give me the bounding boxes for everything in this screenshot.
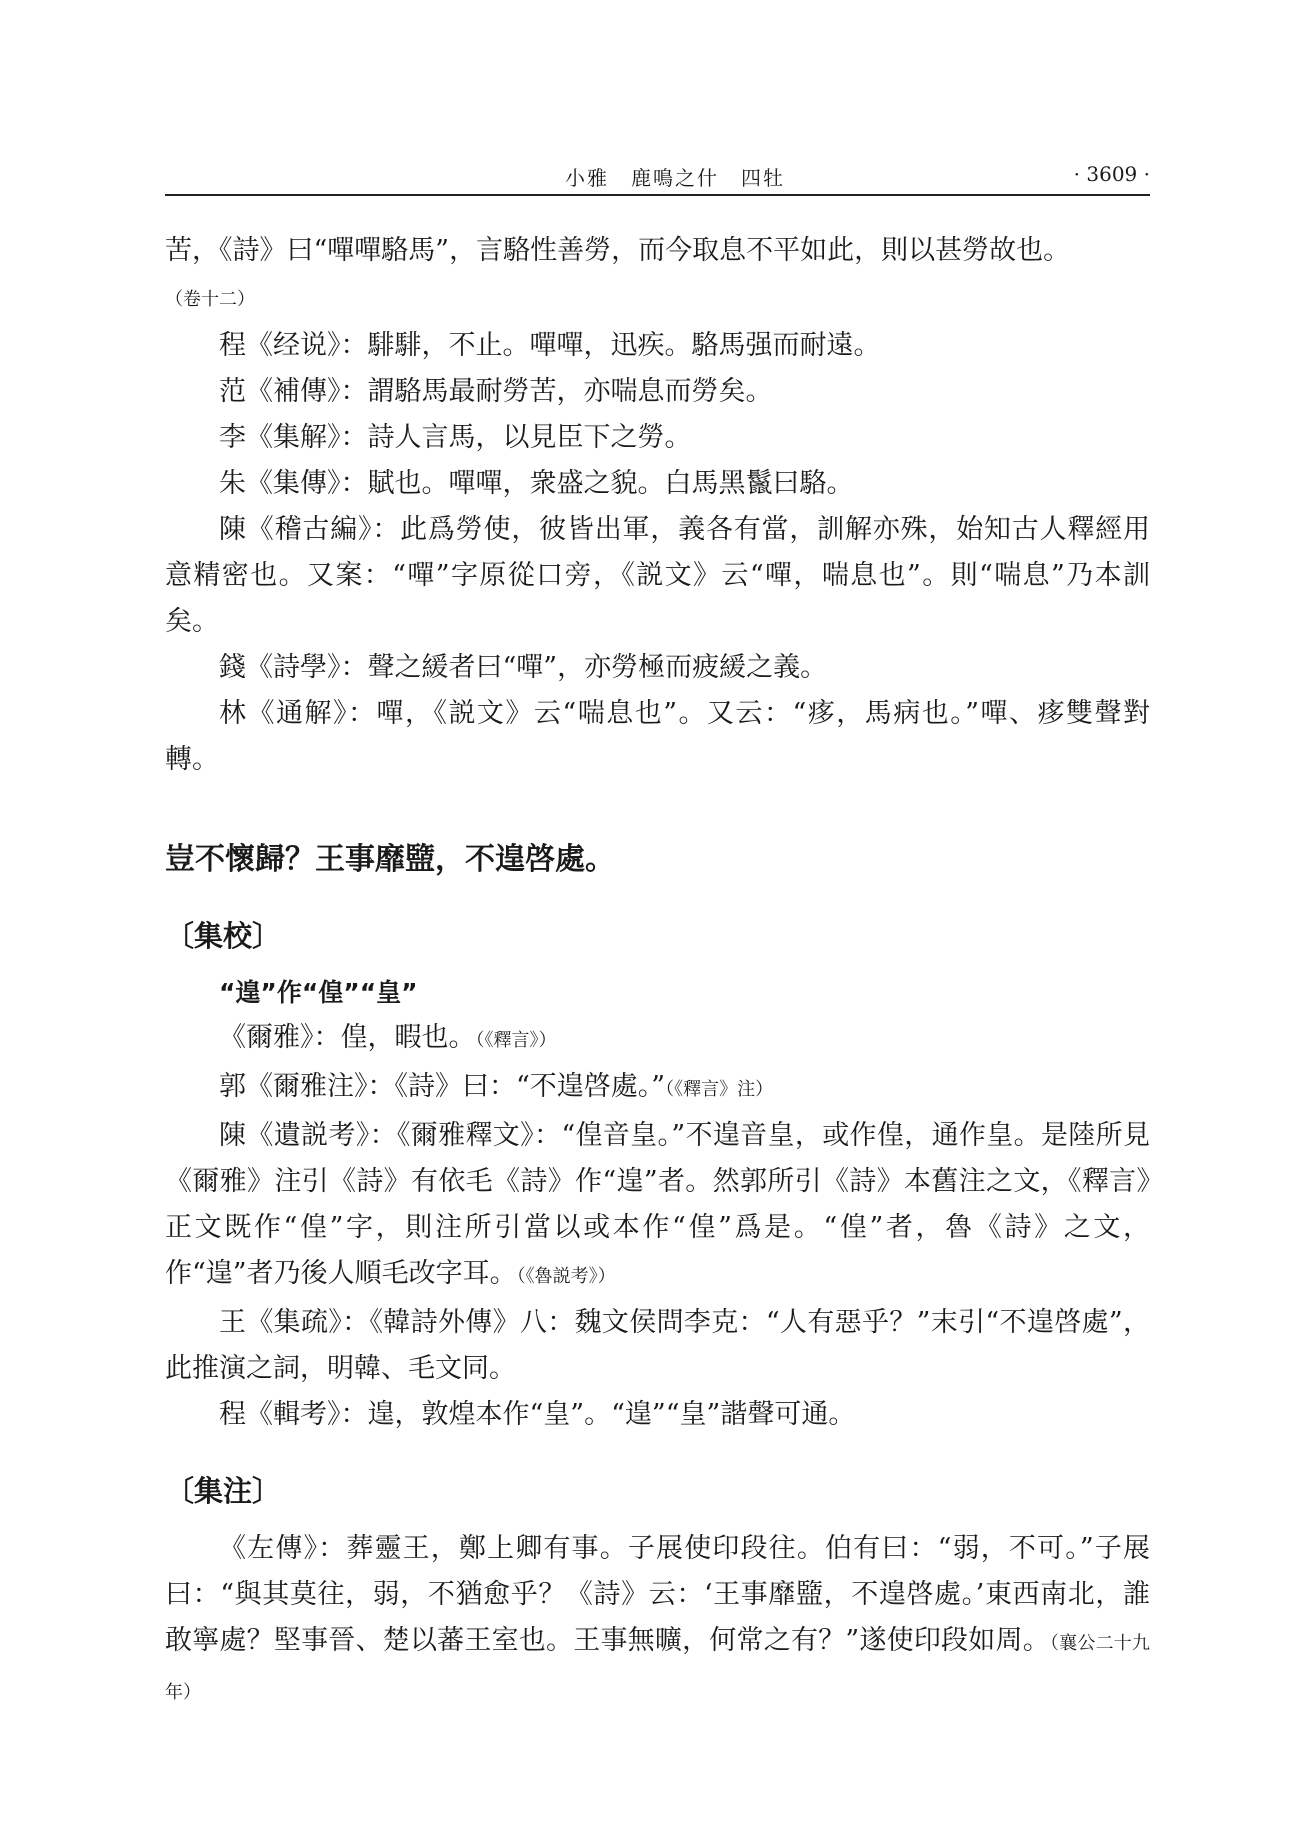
source-note: （襄公二十九年） xyxy=(165,1633,1150,1703)
commentary-paragraph: 林《通解》：嘽，《説文》云“喘息也”。又云：“痑，馬病也。”嘽、痑雙聲對轉。 xyxy=(165,698,1150,775)
paragraph-text: 《爾雅》：偟，暇也。 xyxy=(219,1022,476,1053)
commentary-paragraph: 朱《集傳》：賦也。嘽嘽，衆盛之貌。白馬黑鬣曰駱。 xyxy=(219,468,854,499)
body-text xyxy=(165,228,1150,1716)
paragraph-text: 郭《爾雅注》：《詩》曰：“不遑啓處。” xyxy=(219,1071,666,1102)
verse-line: 豈不懷歸？王事靡盬，不遑啓處。 xyxy=(165,842,615,877)
running-header xyxy=(165,160,1150,196)
paragraph-text: 苦，《詩》曰“嘽嘽駱馬”，言駱性善勞，而今取息不平如此，則以甚勞故也。 xyxy=(165,235,1071,266)
variant-subheading: “遑”作“偟”“皇” xyxy=(219,978,418,1007)
commentary-paragraph: 李《集解》：詩人言馬，以見臣下之勞。 xyxy=(219,422,692,453)
commentary-paragraph: 范《補傳》：謂駱馬最耐勞苦，亦喘息而勞矣。 xyxy=(219,376,773,407)
commentary-paragraph: 陳《稽古編》：此爲勞使，彼皆出軍，義各有當，訓解亦殊，始知古人釋經用意精密也。又案：“嘽”字原從口旁，《説文》云“嘽，喘息也”。則“喘息”乃本訓矣。 xyxy=(165,514,1150,637)
paragraph-text: 陳《遺説考》：《爾雅釋文》：“偟音皇。”不遑音皇，或作偟，通作皇。是陸所見《爾雅》注引《詩》有依毛《詩》作“遑”者。然郭所引《詩》本舊注之文，《釋言》正文既作“偟”字，則注所引當以或本作“偟”爲是。“偟”者，魯《詩》之文，作“遑”者乃後人順毛改字耳。 xyxy=(165,1120,1150,1289)
commentary-paragraph xyxy=(165,1526,1150,1716)
commentary-paragraph xyxy=(165,1113,1150,1300)
continued-paragraph xyxy=(165,228,1150,323)
source-note: （《魯説考》） xyxy=(516,1266,616,1287)
section-heading-jizhu: 〔集注〕 xyxy=(165,1474,282,1508)
commentary-paragraph: 程《经说》：騑騑，不止。嘽嘽，迅疾。駱馬强而耐遠。 xyxy=(219,330,881,361)
commentary-paragraph: 王《集疏》：《韓詩外傳》八：魏文侯問李克：“人有惡乎？”末引“不遑啓處”，此推演之詞，明韓、毛文同。 xyxy=(165,1307,1150,1384)
running-title: 小雅 鹿鳴之什 四牡 xyxy=(565,166,785,190)
commentary-paragraph: 錢《詩學》：聲之緩者曰“嘽”，亦勞極而疲緩之義。 xyxy=(219,652,828,683)
commentary-paragraph xyxy=(165,1064,1150,1113)
source-note: （《釋言》） xyxy=(475,1030,557,1051)
source-note: （卷十二） xyxy=(165,289,255,310)
page-number: · 3609 · xyxy=(1073,162,1150,186)
section-heading-jijiao: 〔集校〕 xyxy=(165,919,282,953)
commentary-paragraph: 程《輯考》：遑，敦煌本作“皇”。“遑”“皇”諧聲可通。 xyxy=(219,1399,856,1430)
commentary-paragraph xyxy=(165,1015,1150,1064)
paragraph-text: 《左傳》：葬靈王，鄭上卿有事。子展使印段往。伯有曰：“弱，不可。”子展曰：“與其莫往，弱，不猶愈乎？《詩》云：‘王事靡盬，不遑啓處。’東西南北，誰敢寧處？堅事晉、楚以蕃王室也。王事無曠，何常之有？”遂使印段如周。 xyxy=(165,1533,1150,1656)
source-note: （《釋言》注） xyxy=(665,1079,774,1100)
